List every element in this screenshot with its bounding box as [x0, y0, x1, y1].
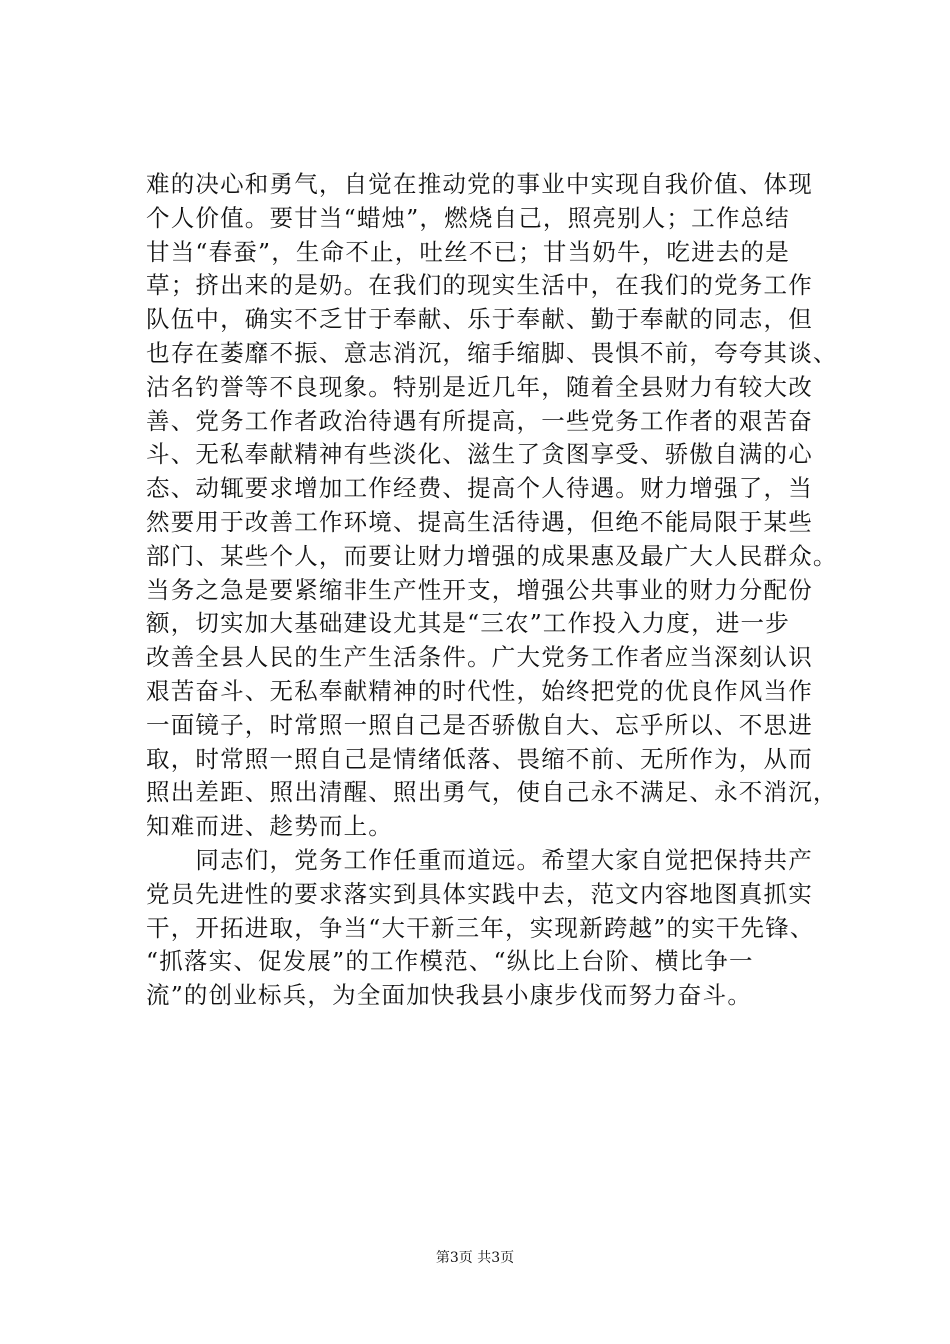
text-line: 党员先进性的要求落实到具体实践中去，范文内容地图真抓实	[146, 879, 813, 908]
text-line: 队伍中，确实不乏甘于奉献、乐于奉献、勤于奉献的同志，但	[146, 305, 813, 334]
text-line: 然要用于改善工作环境、提高生活待遇，但绝不能局限于某些	[146, 507, 813, 536]
text-line: 知难而进、趁势而上。	[146, 812, 393, 841]
page-footer	[0, 1248, 950, 1268]
text-line: 部门、某些个人，而要让财力增强的成果惠及最广大人民群众。	[146, 541, 838, 570]
text-line: 同志们，党务工作任重而道远。希望大家自觉把保持共产	[146, 845, 813, 874]
page-number: 第3页 共3页	[435, 1250, 515, 1266]
text-line: 沽名钓誉等不良现象。特别是近几年，随着全县财力有较大改	[146, 372, 813, 401]
text-line: 斗、无私奉献精神有些淡化、滋生了贪图享受、骄傲自满的心	[146, 440, 813, 469]
text-line: 干，开拓进取，争当“大干新三年，实现新跨越”的实干先锋、	[146, 913, 815, 942]
text-line: 额，切实加大基础建设尤其是“三农”工作投入力度，进一步	[146, 609, 790, 638]
text-line: 个人价值。要甘当“蜡烛”，燃烧自己，照亮别人；工作总结	[146, 203, 790, 232]
text-line: 难的决心和勇气，自觉在推动党的事业中实现自我价值、体现	[146, 170, 813, 198]
text-line: 照出差距、照出清醒、照出勇气，使自己永不满足、永不消沉，	[146, 778, 838, 807]
text-line: 艰苦奋斗、无私奉献精神的时代性，始终把党的优良作风当作	[146, 676, 813, 705]
text-line: 也存在萎靡不振、意志消沉，缩手缩脚、畏惧不前，夸夸其谈、	[146, 338, 838, 367]
text-line: 善、党务工作者政治待遇有所提高，一些党务工作者的艰苦奋	[146, 406, 813, 435]
text-line: 一面镜子，时常照一照自己是否骄傲自大、忘乎所以、不思进	[146, 710, 813, 739]
text-line: 流”的创业标兵，为全面加快我县小康步伐而努力奋斗。	[146, 981, 753, 1010]
text-line: 甘当“春蚕”，生命不止，吐丝不已；甘当奶牛，吃进去的是	[146, 237, 790, 266]
body-text	[146, 168, 866, 1013]
text-line: 取，时常照一照自己是情绪低落、畏缩不前、无所作为，从而	[146, 744, 813, 773]
text-line: “抓落实、促发展”的工作模范、“纵比上台阶、横比争一	[146, 947, 754, 976]
text-line: 当务之急是要紧缩非生产性开支，增强公共事业的财力分配份	[146, 575, 813, 604]
text-line: 改善全县人民的生产生活条件。广大党务工作者应当深刻认识	[146, 643, 813, 672]
text-line: 态、动辄要求增加工作经费、提高个人待遇。财力增强了，当	[146, 474, 813, 503]
text-line: 草；挤出来的是奶。在我们的现实生活中，在我们的党务工作	[146, 271, 813, 300]
